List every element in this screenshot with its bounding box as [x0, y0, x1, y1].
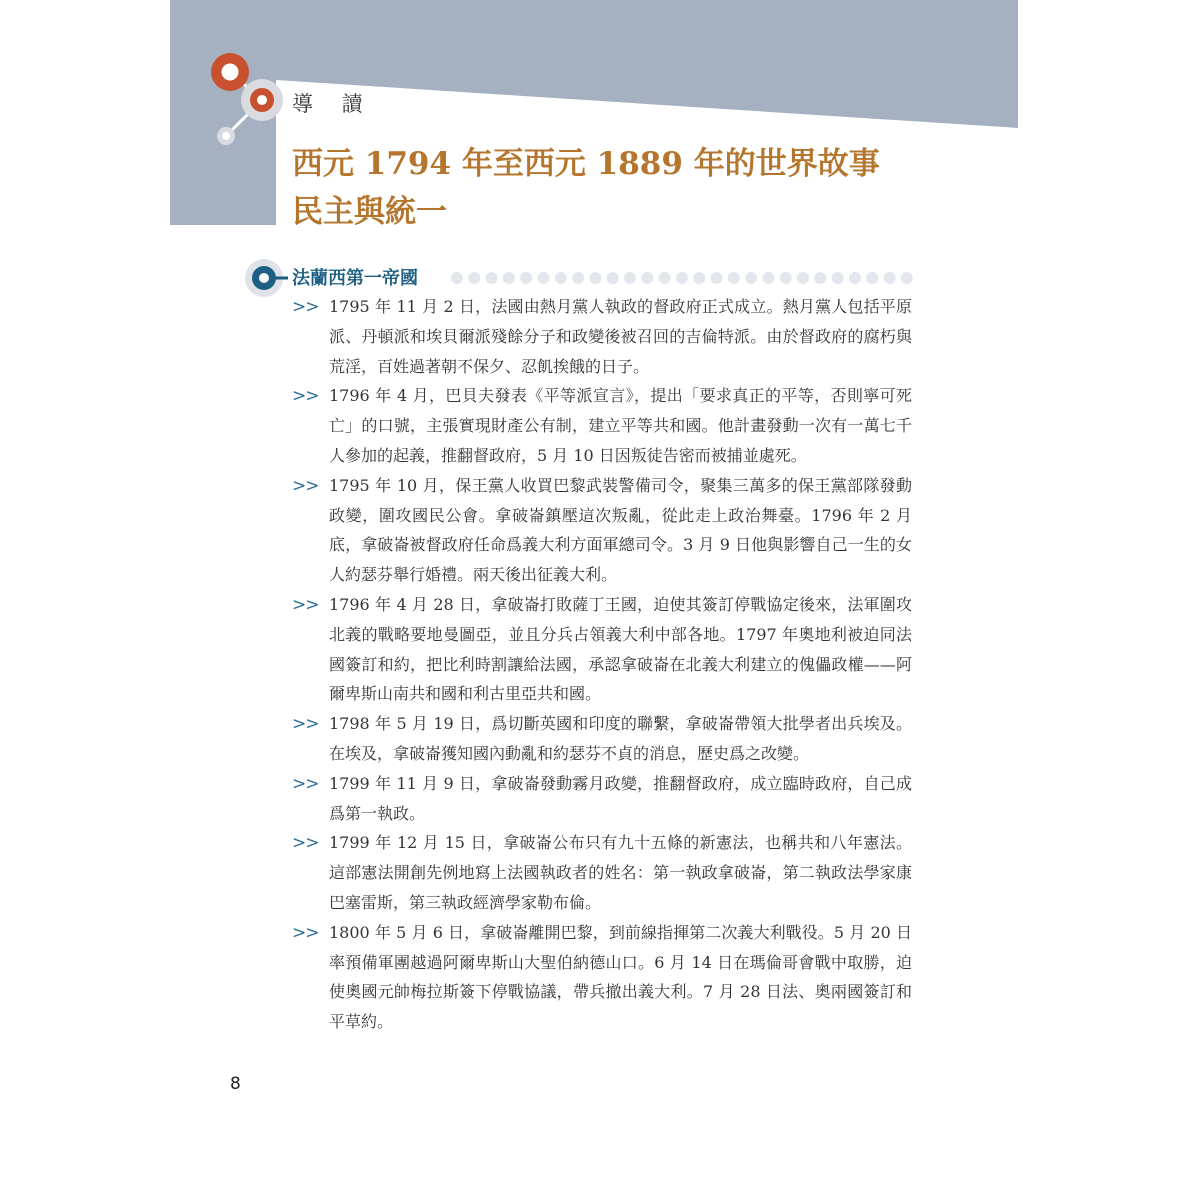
target-bullet-icon	[244, 258, 288, 298]
divider-dot	[693, 272, 705, 284]
divider-dot	[711, 272, 723, 284]
entry-text: 1798 年 5 月 19 日，爲切斷英國和印度的聯繫，拿破崙帶領大批學者出兵埃及。在埃及，拿破崙獲知國內動亂和約瑟芬不貞的消息，歷史爲之改變。	[329, 714, 912, 763]
divider-dot	[797, 272, 809, 284]
entry-text: 1800 年 5 月 6 日，拿破崙離開巴黎，到前線指揮第二次義大利戰役。5 月 20 日率預備軍團越過阿爾卑斯山大聖伯納德山口。6 月 14 日在瑪倫哥會戰中取勝，迫使奧國元帥梅拉斯簽下停戰協議，帶兵撤出義大利。7 月 28 日法、奧兩國簽訂和平草約。	[329, 922, 912, 1032]
entry-marker-icon: >>	[292, 475, 319, 496]
entry-item	[292, 918, 912, 1037]
divider-dot	[780, 272, 792, 284]
divider-dot	[745, 272, 757, 284]
entry-item	[292, 292, 912, 381]
entry-marker-icon: >>	[292, 773, 319, 794]
divider-dot	[451, 272, 463, 284]
divider-dot	[884, 272, 896, 284]
entry-item	[292, 828, 912, 917]
entry-item	[292, 590, 912, 709]
entry-text: 1799 年 12 月 15 日，拿破崙公布只有九十五條的新憲法，也稱共和八年憲法。這部憲法開創先例地寫上法國執政者的姓名：第一執政拿破崙，第二執政法學家康巴塞雷斯，第三執政經濟學家勒布倫。	[329, 833, 912, 912]
divider-dot	[866, 272, 878, 284]
entry-item	[292, 769, 912, 829]
divider-dot	[572, 272, 584, 284]
entry-marker-icon: >>	[292, 297, 319, 317]
entry-marker-icon: >>	[292, 594, 319, 615]
dot-divider	[450, 270, 914, 286]
divider-dot	[762, 272, 774, 284]
entry-item	[292, 709, 912, 769]
divider-dot	[728, 272, 740, 284]
entry-item	[292, 471, 912, 590]
divider-dot	[814, 272, 826, 284]
entry-text: 1795 年 11 月 2 日，法國由熱月黨人執政的督政府正式成立。熱月黨人包括平原派、丹頓派和埃貝爾派殘餘分子和政變後被召回的吉倫特派。由於督政府的腐朽與荒淫，百姓過著朝不保夕、忍飢挨餓的日子。	[329, 297, 912, 376]
page-number: 8	[230, 1074, 241, 1094]
divider-dot	[607, 272, 619, 284]
entry-list	[292, 292, 912, 1037]
divider-dot	[832, 272, 844, 284]
divider-dot	[676, 272, 688, 284]
entry-marker-icon: >>	[292, 833, 319, 854]
entry-text: 1795 年 10 月，保王黨人收買巴黎武裝警備司令，聚集三萬多的保王黨部隊發動政變，圍攻國民公會。拿破崙鎮壓這次叛亂，從此走上政治舞臺。1796 年 2 月底，拿破崙被督政府任命爲義大利方面軍總司令。3 月 9 日他與影響自己一生的女人約瑟芬舉行婚禮。兩天後出征義大利。	[329, 475, 912, 585]
divider-dot	[901, 272, 913, 284]
entry-item	[292, 381, 912, 470]
divider-dot	[589, 272, 601, 284]
divider-dot	[468, 272, 480, 284]
divider-dot	[659, 272, 671, 284]
divider-dot	[503, 272, 515, 284]
divider-dot	[520, 272, 532, 284]
page-title-line-2: 民主與統一	[292, 194, 447, 230]
entry-text: 1799 年 11 月 9 日，拿破崙發動霧月政變，推翻督政府，成立臨時政府，自己成爲第一執政。	[329, 773, 912, 823]
divider-dot	[486, 272, 498, 284]
entry-marker-icon: >>	[292, 386, 319, 407]
divider-dot	[849, 272, 861, 284]
entry-text: 1796 年 4 月，巴貝夫發表《平等派宣言》，提出「要求真正的平等，否則寧可死亡」的口號，主張實現財產公有制，建立平等共和國。他計畫發動一次有一萬七千人參加的起義，推翻督政府，5 月 10 日因叛徒告密而被捕並處死。	[329, 386, 912, 465]
page-title	[292, 140, 880, 236]
entry-text: 1796 年 4 月 28 日，拿破崙打敗薩丁王國，迫使其簽訂停戰協定後來，法軍圍攻北義的戰略要地曼圖亞，並且分兵占領義大利中部各地。1797 年奧地利被迫同法國簽訂和約，把比利時割讓給法國，承認拿破崙在北義大利建立的傀儡政權——阿爾卑斯山南共和國和利古里亞共和國。	[329, 594, 912, 704]
divider-dot	[555, 272, 567, 284]
molecule-decoration-icon	[200, 40, 300, 160]
entry-marker-icon: >>	[292, 714, 319, 735]
divider-dot	[641, 272, 653, 284]
page-title-line-1: 西元 1794 年至西元 1889 年的世界故事	[292, 146, 880, 182]
divider-dot	[538, 272, 550, 284]
entry-marker-icon: >>	[292, 922, 319, 943]
header-kicker: 導 讀	[292, 92, 374, 116]
divider-dot	[624, 272, 636, 284]
section-title: 法蘭西第一帝國	[292, 268, 418, 289]
